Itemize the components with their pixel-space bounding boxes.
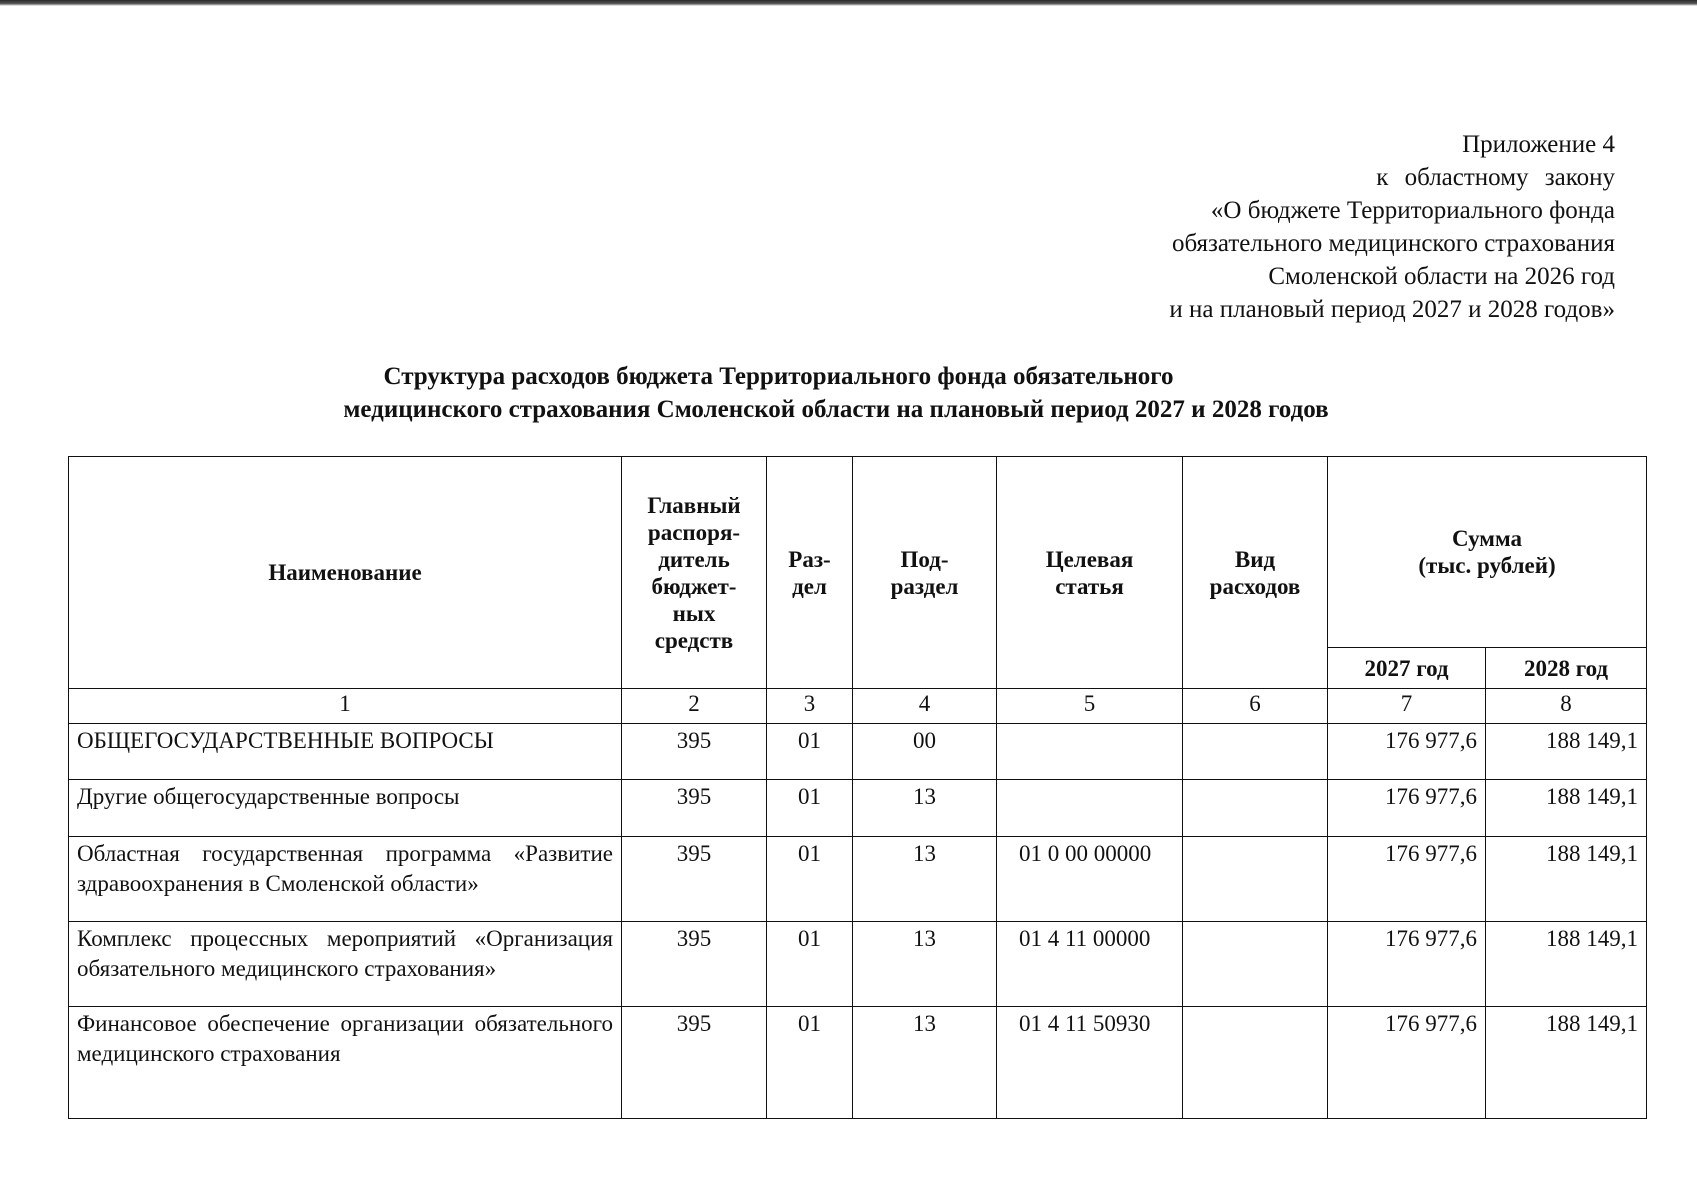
header-line: расходов [1209, 573, 1301, 599]
column-number: 5 [997, 689, 1183, 724]
row-subsection: 00 [853, 724, 997, 780]
column-number: 6 [1183, 689, 1328, 724]
row-sum-2027: 176 977,6 [1328, 780, 1486, 837]
row-name: ОБЩЕГОСУДАРСТВЕННЫЕ ВОПРОСЫ [69, 724, 622, 780]
header-line: Под- [900, 546, 949, 572]
row-administrator: 395 [622, 922, 767, 1007]
column-numbers-row [69, 689, 1647, 724]
row-sum-2027: 176 977,6 [1328, 922, 1486, 1007]
document-title [0, 360, 1697, 426]
row-sum-2027: 176 977,6 [1328, 1007, 1486, 1119]
header-section [767, 457, 853, 689]
header-row [69, 457, 1647, 648]
row-sum-2028: 188 149,1 [1486, 922, 1647, 1007]
row-section: 01 [767, 837, 853, 922]
header-line: средств [654, 627, 734, 653]
row-subsection: 13 [853, 1007, 997, 1119]
appendix-line: и на плановый период 2027 и 2028 годов» [1169, 296, 1615, 323]
column-number: 1 [69, 689, 622, 724]
row-target-article: 01 4 11 50930 [997, 1007, 1183, 1119]
table-row [69, 724, 1647, 780]
table-row [69, 922, 1647, 1007]
row-sum-2027: 176 977,6 [1328, 837, 1486, 922]
header-year-2027: 2027 год [1328, 648, 1486, 689]
budget-table [68, 456, 1647, 1119]
appendix-note [1169, 128, 1615, 326]
header-line: (тыс. рублей) [1418, 553, 1556, 578]
row-sum-2027: 176 977,6 [1328, 724, 1486, 780]
row-sum-2028: 188 149,1 [1486, 1007, 1647, 1119]
scan-edge [0, 0, 1697, 6]
row-administrator: 395 [622, 1007, 767, 1119]
row-expense-type [1183, 724, 1328, 780]
row-target-article [997, 780, 1183, 837]
row-name: Комплекс процессных мероприятий «Организация обязательного медицинского страхования» [69, 922, 622, 1007]
header-line: ных [672, 600, 716, 626]
table-row [69, 837, 1647, 922]
column-number: 4 [853, 689, 997, 724]
title-line-2: медицинского страхования Смоленской области на плановый период 2027 и 2028 годов [343, 396, 1329, 423]
row-administrator: 395 [622, 724, 767, 780]
header-line: раздел [890, 573, 959, 599]
column-number: 3 [767, 689, 853, 724]
row-expense-type [1183, 837, 1328, 922]
table-row [69, 1007, 1647, 1119]
header-sum [1328, 457, 1647, 648]
row-target-article [997, 724, 1183, 780]
row-sum-2028: 188 149,1 [1486, 837, 1647, 922]
header-line: Целевая [1045, 546, 1134, 572]
appendix-line: «О бюджете Территориального фонда [1210, 197, 1615, 224]
appendix-line: к областному закону [1376, 164, 1615, 191]
row-expense-type [1183, 922, 1328, 1007]
row-expense-type [1183, 780, 1328, 837]
column-number: 8 [1486, 689, 1647, 724]
header-line: Главный [647, 492, 741, 518]
header-target-article [997, 457, 1183, 689]
row-target-article: 01 0 00 00000 [997, 837, 1183, 922]
header-name: Наименование [69, 457, 622, 689]
appendix-line: Смоленской области на 2026 год [1268, 263, 1615, 290]
header-line: бюджет- [651, 573, 737, 599]
row-sum-2028: 188 149,1 [1486, 724, 1647, 780]
header-line: Раз- [788, 546, 831, 572]
column-number: 7 [1328, 689, 1486, 724]
row-section: 01 [767, 780, 853, 837]
row-section: 01 [767, 922, 853, 1007]
row-section: 01 [767, 1007, 853, 1119]
header-line: дитель [658, 546, 730, 572]
row-expense-type [1183, 1007, 1328, 1119]
header-line: статья [1055, 573, 1124, 599]
table-row [69, 780, 1647, 837]
row-name: Другие общегосударственные вопросы [69, 780, 622, 837]
row-name: Областная государственная программа «Развитие здравоохранения в Смоленской области» [69, 837, 622, 922]
appendix-line: Приложение 4 [1462, 131, 1615, 158]
row-sum-2028: 188 149,1 [1486, 780, 1647, 837]
title-line-1: Структура расходов бюджета Территориального фонда обязательного [383, 363, 1174, 390]
header-subsection [853, 457, 997, 689]
header-line: Сумма [1452, 526, 1522, 551]
row-subsection: 13 [853, 837, 997, 922]
header-year-2028: 2028 год [1486, 648, 1647, 689]
appendix-line: обязательного медицинского страхования [1171, 230, 1615, 257]
row-administrator: 395 [622, 780, 767, 837]
header-expense-type [1183, 457, 1328, 689]
header-line: распоря- [647, 519, 741, 545]
column-number: 2 [622, 689, 767, 724]
row-subsection: 13 [853, 922, 997, 1007]
row-section: 01 [767, 724, 853, 780]
row-name: Финансовое обеспечение организации обязательного медицинского страхования [69, 1007, 622, 1119]
header-line: дел [792, 573, 827, 599]
row-target-article: 01 4 11 00000 [997, 922, 1183, 1007]
header-line: Вид [1234, 546, 1276, 572]
header-main-administrator [622, 457, 767, 689]
row-administrator: 395 [622, 837, 767, 922]
row-subsection: 13 [853, 780, 997, 837]
